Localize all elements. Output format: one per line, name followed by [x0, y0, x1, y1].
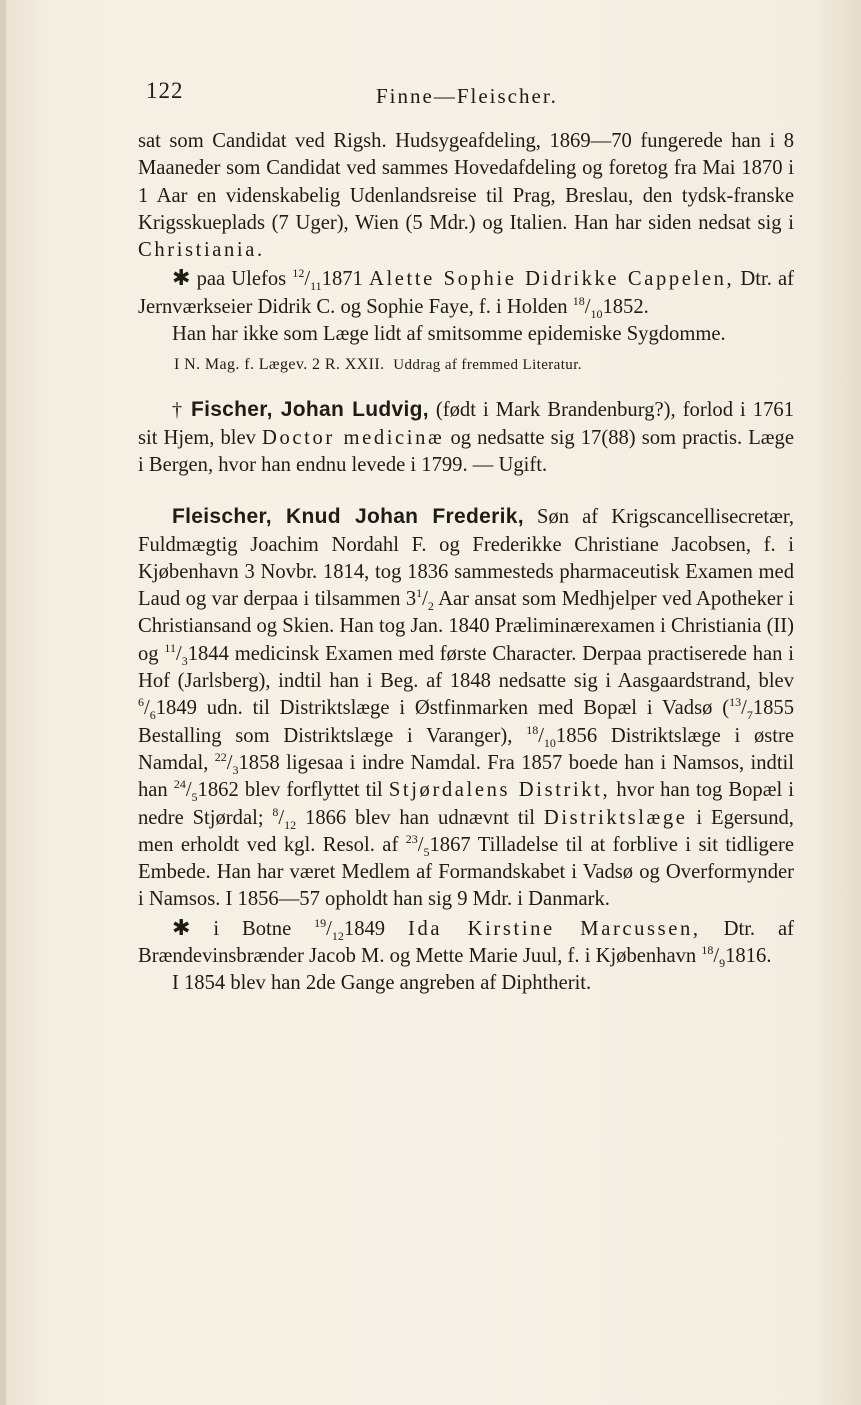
entry-spacer	[138, 378, 794, 396]
date-fraction: $^{23}/_51867$	[405, 831, 471, 859]
date-fraction: $^6/_61849$	[138, 695, 197, 723]
date-fraction: $^{24}/_51862$	[173, 777, 239, 805]
dagger-icon: †	[172, 399, 184, 422]
fraction: $^1/_2$	[416, 586, 434, 614]
date-fraction: $^{18}/_{10}1852$.	[572, 293, 649, 321]
date-fraction: $^{19}/_{12}1849$	[314, 915, 386, 943]
page-number: 122	[146, 78, 184, 103]
running-head: Finne—Fleischer.	[376, 84, 558, 108]
marriage-star-icon: ✱	[172, 265, 191, 291]
finne-reference: I N. Mag. f. Lægev. 2 R. XXII. Uddrag af fremmed Literatur.	[174, 356, 582, 374]
date-fraction: $^{18}/_{10}1856$	[526, 722, 598, 750]
district-name: Stjørdalens Distrikt,	[388, 779, 611, 802]
page-header	[146, 74, 786, 114]
spouse-name: Alette Sophie Didrikke Cappelen,	[368, 268, 735, 291]
finne-note-paragraph: Han har ikke som Læge lidt af smitsomme epidemiske Sygdomme.	[172, 323, 726, 346]
degree-title: Doctor medicinæ	[262, 426, 445, 449]
date-fraction: $^{13}/_71855$	[729, 695, 794, 723]
date-fraction: $^{12}/_{11}1871$	[292, 266, 363, 294]
office-title: Distriktslæge	[543, 806, 688, 829]
entry-spacer	[138, 479, 794, 503]
date-fraction: $^8/_{12}$	[272, 804, 297, 832]
fleischer-entry: Fleischer, Knud Johan Frederik, Søn af Krigscancellisecretær, Fuldmægtig Joachim Nordahl F. og Frederikke Christiane Jacobsen, f. i Kjøbenhavn 3 Novbr. 1814, tog 1836 sammesteds pharmaceutisk Examen med Laud og var derpaa i tilsammen $3^1/_2$ Aar ansat som Medhjelper ved Apotheker i Christiansand og Skien. Han tog Jan. 1840 Præliminærexamen i Christiania (II) og $^{11}/_31844$ medicinsk Examen med første Character. Derpaa practiserede han i Hof (Jarlsberg), indtil han i Beg. af 1848 nedsatte sig i Aasgaardstrand, blev $^6/_61849$ udn. til Distriktslæge i Østfinmarken med Bopæl i Vadsø ($^{13}/_71855$ Bestalling som Distriktslæge i Varanger), $^{18}/_{10}1856$ Distriktslæge i østre Namdal, $^{22}/_31858$ ligesaa i indre Namdal. Fra 1857 boede han i Namsos, indtil han $^{24}/_51862$ blev forflyttet til Stjørdalens Distrikt, hvor han tog Bopæl i nedre Stjørdal; $^8/_{12}$ 1866 blev han udnævnt til Distriktslæge i Egersund, men erholdt ved kgl. Resol. af $^{23}/_51867$ Tilladelse til at forblive i sit tidligere Embede. Han har været Medlem af Formandskabet i Vadsø og Overformynder i Namsos. I 1856—57 opholdt han sig 9 Mdr. i Danmark.	[138, 505, 795, 911]
page-content	[138, 128, 794, 998]
date-fraction: $^{11}/_31844$	[164, 640, 229, 668]
entry-heading-name: Fischer, Johan Ludvig,	[190, 398, 429, 422]
finne-marriage-paragraph: ✱ paa Ulefos $^{12}/_{11}1871$ Alette Sophie Didrikke Cappelen, Dtr. af Jernværkseier Didrik C. og Sophie Faye, f. i Holden $^{18}/_{10}1852$.	[138, 265, 794, 321]
date-fraction: $^{22}/_31858$	[214, 750, 280, 778]
fischer-entry: † Fischer, Johan Ludvig, (født i Mark Brandenburg?), forlod i 1761 sit Hjem, blev Doctor medicinæ og nedsatte sig 17(88) som practis. Læge i Bergen, hvor han endnu levede i 1799. — Ugift.	[138, 398, 794, 476]
place-name: Christiania.	[138, 239, 265, 262]
finne-career-paragraph: sat som Candidat ved Rigsh. Hudsygeafdeling, 1869—70 fungerede han i 8 Maaneder som Candidat ved sammes Hovedafdeling og foretog fra Mai 1870 i 1 Aar en videnskabelig Udenlandsreise til Prag, Breslau, den tydsk-franske Krigsskueplads (7 Uger), Wien (5 Mdr.) og Italien. Han har siden nedsat sig i Christiania.	[138, 130, 794, 262]
entry-heading-name: Fleischer, Knud Johan Frederik,	[172, 505, 524, 529]
spouse-name: Ida Kirstine Marcussen,	[408, 917, 701, 940]
fleischer-marriage-paragraph: ✱ i Botne $^{19}/_{12}1849$ Ida Kirstine Marcussen, Dtr. af Brændevinsbrænder Jacob M. og Mette Marie Juul, f. i Kjøbenhavn $^{18}/_91816$.	[138, 914, 794, 971]
fleischer-note-paragraph: I 1854 blev han 2de Gange angreben af Diphtherit.	[172, 972, 592, 995]
date-fraction: $^{18}/_91816$.	[701, 943, 772, 971]
marriage-star-icon: ✱	[172, 914, 191, 940]
